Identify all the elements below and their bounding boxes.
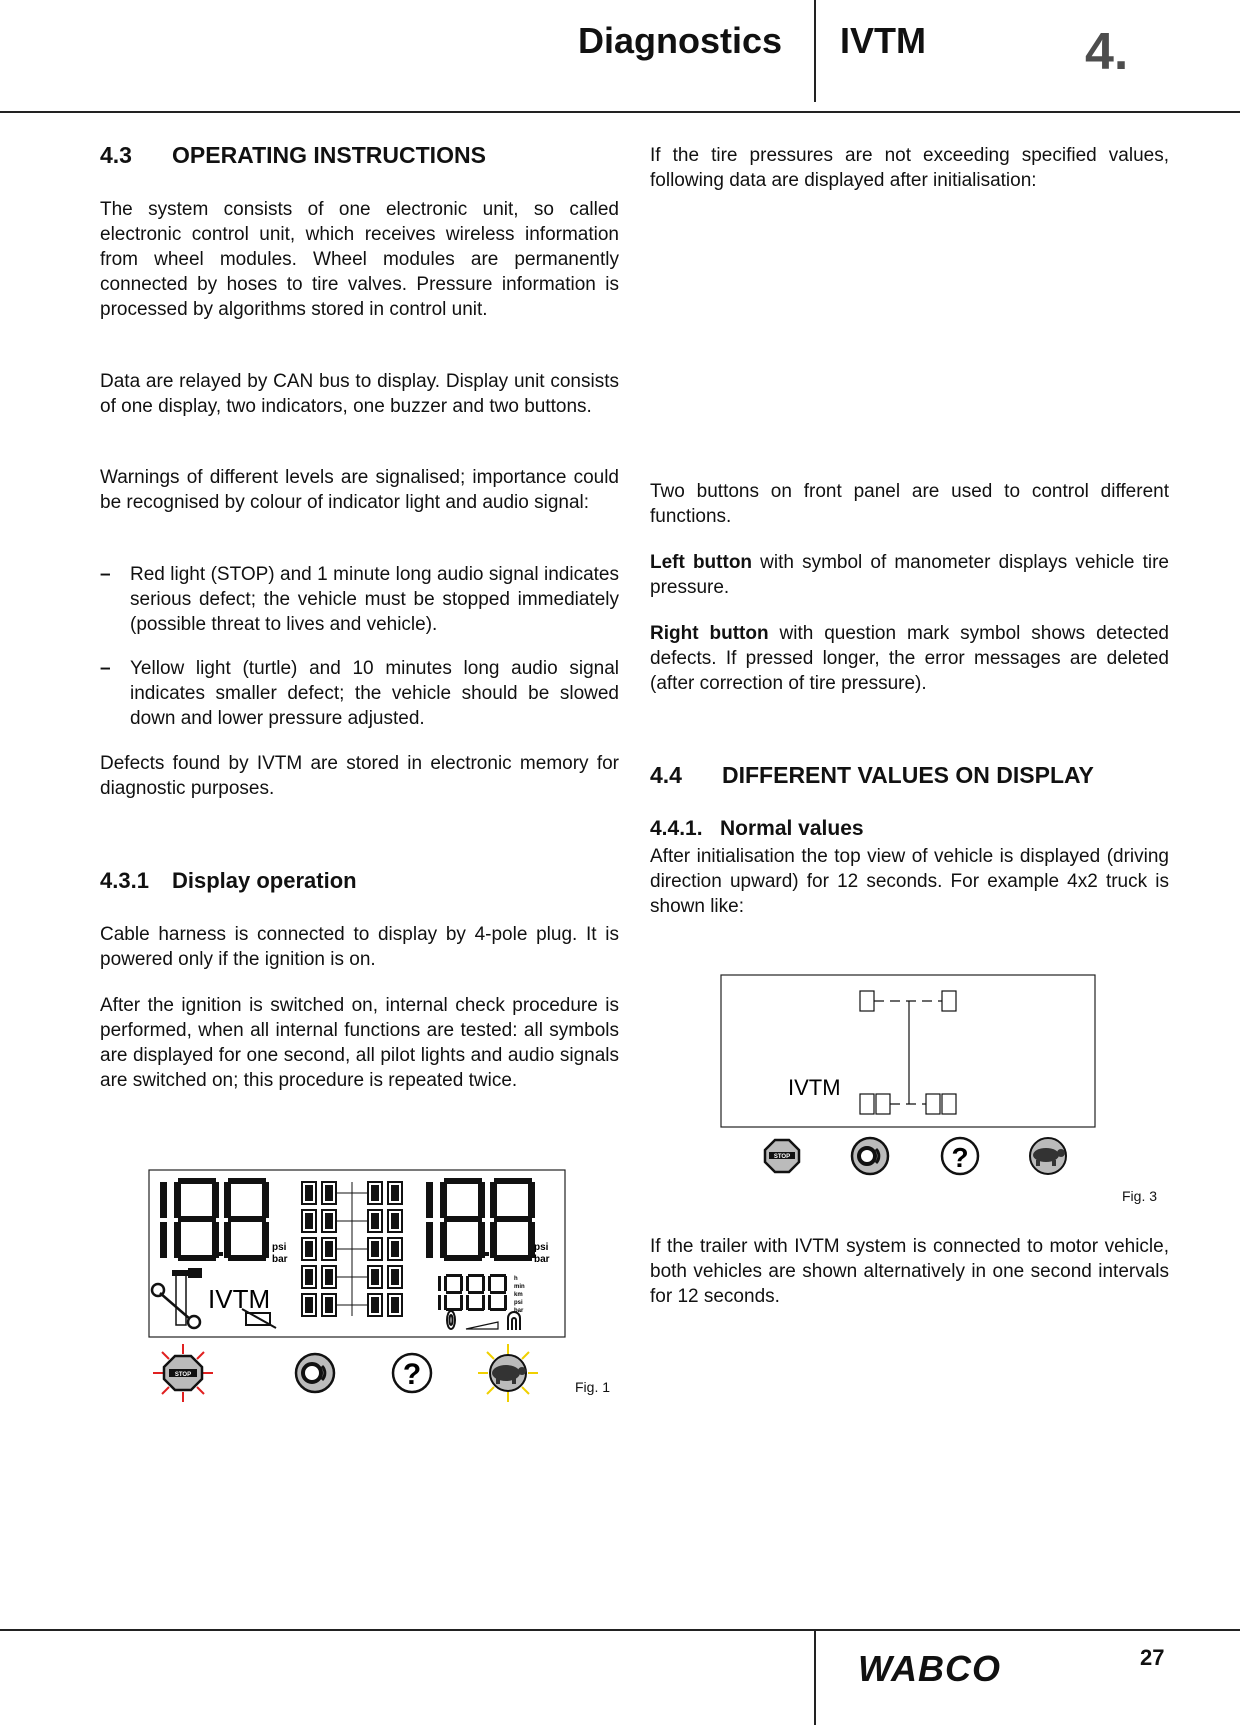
heading-number: 4.3.1 xyxy=(100,868,149,893)
unit-bar-right: bar xyxy=(534,1254,550,1265)
header-section-title: Diagnostics xyxy=(578,20,783,61)
paragraph-left-button xyxy=(650,550,1169,600)
paragraph-text: After the ignition is switched on, internal check procedure is performed, when all internal functions are tested: all symbols are displayed for one second, all pilot lights and audio signals are switched on; this procedure is repeated twice. xyxy=(100,995,619,1091)
unit-psi-right: psi xyxy=(534,1242,549,1253)
footer-divider xyxy=(814,1629,816,1725)
heading-4-3-1 xyxy=(100,868,357,894)
paragraph-text: The system consists of one electronic unit, so called electronic control unit, which receives wireless information from wheel modules. Wheel modules are permanently connected by hoses to tire valves. Pressure information is processed by algorithms stored in control unit. xyxy=(100,199,619,320)
heading-number: 4.3 xyxy=(100,142,132,168)
bullet-dash: – xyxy=(100,658,111,679)
paragraph-system xyxy=(100,197,619,322)
paragraph-text: After initialisation the top view of vehicle is displayed (driving direction upward) for 12 seconds. For example 4x2 truck is shown like: xyxy=(650,846,1169,917)
turtle-light-icon xyxy=(478,1344,538,1402)
paragraph-text: Defects found by IVTM are stored in electronic memory for diagnostic purposes. xyxy=(100,753,619,799)
paragraph-text: Two buttons on front panel are used to control different functions. xyxy=(650,481,1169,527)
right-button-desc: with question mark symbol shows detected defects. If pressed longer, the error messages are deleted (after correction of tire pressure). xyxy=(650,623,1169,694)
paragraph-warnings xyxy=(100,465,619,515)
unit-bar-small: bar xyxy=(514,1308,524,1314)
stop-light-icon xyxy=(153,1344,213,1402)
header-divider xyxy=(814,0,816,102)
display-brand-ivtm: IVTM xyxy=(788,1075,841,1100)
paragraph-text: Warnings of different levels are signalised; importance could be recognised by colour of indicator light and audio signal: xyxy=(100,467,619,513)
figure-1-caption: Fig. 1 xyxy=(575,1379,611,1395)
heading-4-3 xyxy=(100,142,486,169)
heading-text: DIFFERENT VALUES ON DISPLAY xyxy=(722,762,1094,788)
left-button-term: Left button xyxy=(650,552,753,573)
figure-3-vehicle-display xyxy=(720,974,1100,1184)
left-button-desc: with symbol of manometer displays vehicle tire pressure. xyxy=(650,552,1169,598)
paragraph-text: If the trailer with IVTM system is connected to motor vehicle, both vehicles are shown alternatively in one second intervals for 12 seconds. xyxy=(650,1236,1169,1307)
bullet-dash: – xyxy=(100,564,111,585)
unit-min: min xyxy=(514,1284,525,1290)
heading-4-4-1 xyxy=(650,817,864,841)
list-item xyxy=(100,656,619,731)
paragraph-text xyxy=(650,621,1169,696)
paragraph-right-button xyxy=(650,621,1169,696)
paragraph-text: Data are relayed by CAN bus to display. Display unit consists of one display, two indicators, one buzzer and two buttons. xyxy=(100,371,619,417)
list-item xyxy=(100,562,619,637)
paragraph-text: If the tire pressures are not exceeding specified values, following data are displayed after initialisation: xyxy=(650,145,1169,191)
paragraph-text xyxy=(650,550,1169,600)
unit-psi-small: psi xyxy=(514,1300,523,1306)
unit-km: km xyxy=(514,1292,523,1298)
paragraph-two-buttons xyxy=(650,479,1169,529)
heading-number: 4.4.1. xyxy=(650,817,703,840)
figure-3-caption: Fig. 3 xyxy=(1122,1188,1158,1204)
question-button-icon xyxy=(393,1354,431,1392)
turtle-light-icon xyxy=(1030,1138,1066,1174)
header-chapter-number: 4. xyxy=(1085,23,1129,81)
heading-text: Normal values xyxy=(720,817,864,840)
heading-number: 4.4 xyxy=(650,762,682,788)
paragraph-text: Cable harness is connected to display by 4-pole plug. It is powered only if the ignition is on. xyxy=(100,924,619,970)
bullet-text: Red light (STOP) and 1 minute long audio signal indicates serious defect; the vehicle must be stopped immediately (possible threat to lives and vehicle). xyxy=(130,564,619,635)
right-button-term: Right button xyxy=(650,623,769,644)
heading-4-4 xyxy=(650,762,1094,789)
paragraph-can-bus xyxy=(100,369,619,419)
paragraph-trailer xyxy=(650,1234,1169,1309)
figure-1-display-panel xyxy=(148,1168,568,1408)
stop-label: STOP xyxy=(773,1154,791,1160)
heading-text: OPERATING INSTRUCTIONS xyxy=(172,142,486,168)
question-mark: ? xyxy=(402,1358,422,1391)
paragraph-memory xyxy=(100,751,619,801)
header-rule xyxy=(0,111,1240,113)
paragraph-cable xyxy=(100,922,619,972)
unit-h: h xyxy=(514,1276,518,1282)
unit-bar-left: bar xyxy=(272,1254,288,1265)
bullet-text: Yellow light (turtle) and 10 minutes long audio signal indicates smaller defect; the vehicle should be slowed down and lower pressure adjusted. xyxy=(130,658,619,729)
tire-grid xyxy=(302,1182,402,1316)
question-button-icon xyxy=(942,1138,978,1174)
stop-label: STOP xyxy=(174,1372,192,1378)
manometer-button-icon xyxy=(852,1138,888,1174)
footer-rule xyxy=(0,1629,1240,1631)
stop-light-icon xyxy=(765,1140,799,1172)
question-mark: ? xyxy=(951,1142,969,1173)
page-number: 27 xyxy=(1140,1645,1165,1670)
unit-psi-left: psi xyxy=(272,1242,287,1253)
paragraph-check-procedure xyxy=(100,993,619,1093)
header-product-title: IVTM xyxy=(840,20,926,61)
paragraph-initialisation-data xyxy=(650,143,1169,193)
heading-text: Display operation xyxy=(172,868,357,893)
manometer-button-icon xyxy=(296,1354,334,1392)
display-brand-ivtm: IVTM xyxy=(208,1284,271,1314)
wabco-logo: WABCO xyxy=(858,1648,1001,1689)
paragraph-normal-values xyxy=(650,844,1169,919)
